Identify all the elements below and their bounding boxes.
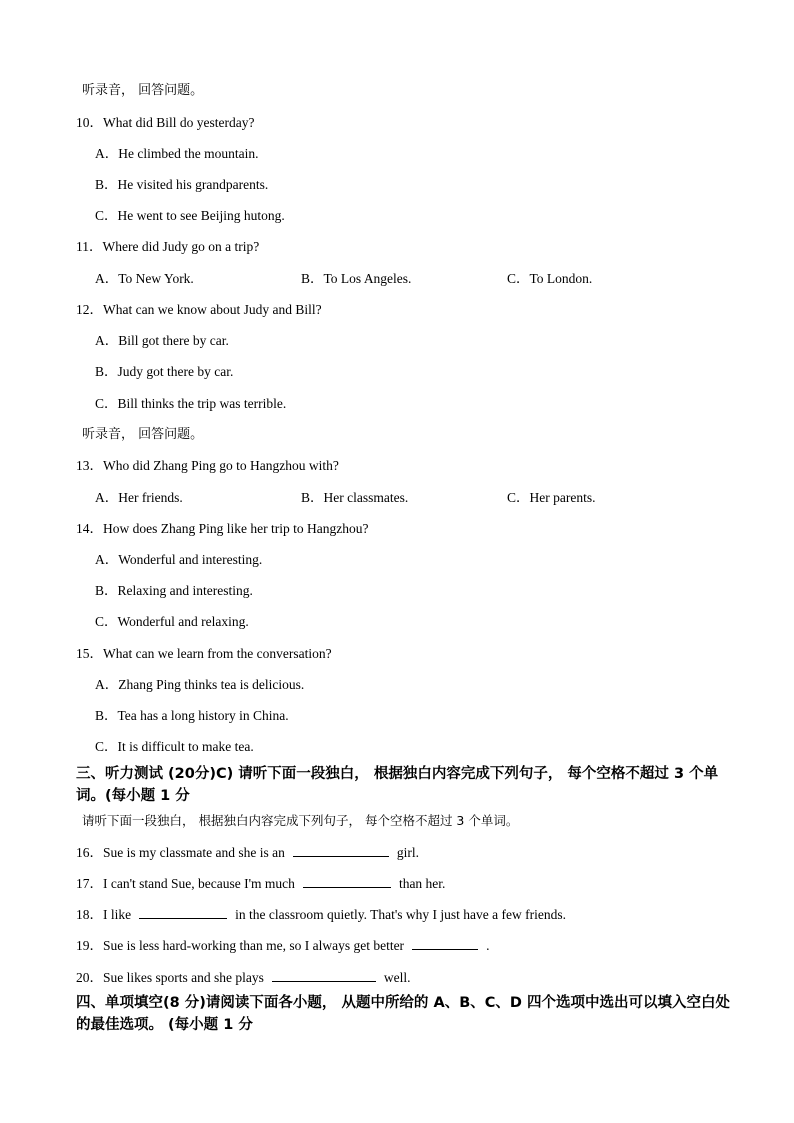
section-3-heading: 三、听力测试 (20分)C) 请听下面一段独白， 根据独白内容完成下列句子， 每个空格不超过 3 个单词。(每小题 1 分 — [76, 766, 719, 804]
option-13b: B．Her classmates. — [301, 490, 409, 505]
answer-blank-16[interactable] — [293, 843, 389, 857]
question-16-text-end: girl. — [396, 845, 419, 860]
question-16-text: 16．Sue is my classmate and she is an — [76, 845, 285, 860]
question-19-text-end: . — [486, 938, 490, 953]
question-17-text-end: than her. — [398, 876, 446, 891]
option-12b: B．Judy got there by car. — [95, 364, 234, 379]
question-10: 10．What did Bill do yesterday? — [76, 115, 255, 130]
options-row-11 — [95, 270, 735, 288]
question-18-text-end: in the classroom quietly. That's why I just have a few friends. — [235, 907, 566, 922]
option-15c: C．It is difficult to make tea. — [95, 739, 254, 754]
section-4-heading: 四、单项填空(8 分)请阅读下面各小题， 从题中所给的 A、B、C、D 四个选项中选出可以填入空白处的最佳选项。 (每小题 1 分 — [76, 995, 730, 1033]
question-19-text: 19．Sue is less hard-working than me, so I always get better — [76, 938, 405, 953]
question-12: 12．What can we know about Judy and Bill? — [76, 302, 322, 317]
option-13c: C．Her parents. — [507, 490, 596, 505]
option-11c: C．To London. — [507, 271, 593, 286]
question-17-text: 17．I can't stand Sue, because I'm much — [76, 876, 295, 891]
question-13: 13．Who did Zhang Ping go to Hangzhou with? — [76, 458, 339, 473]
option-11a: A．To New York. — [95, 271, 194, 286]
question-11: 11．Where did Judy go on a trip? — [76, 239, 260, 254]
answer-blank-17[interactable] — [303, 874, 391, 888]
question-16 — [76, 843, 419, 862]
instruction-text-2: 听录音， 回答问题。 — [82, 427, 204, 442]
question-17 — [76, 874, 445, 893]
option-10c: C．He went to see Beijing hutong. — [95, 208, 285, 223]
option-12a: A．Bill got there by car. — [95, 333, 229, 348]
question-20-text-end: well. — [383, 970, 411, 985]
option-14b: B．Relaxing and interesting. — [95, 583, 253, 598]
question-14: 14．How does Zhang Ping like her trip to Hangzhou? — [76, 521, 369, 536]
question-20 — [76, 968, 411, 987]
option-14a: A．Wonderful and interesting. — [95, 552, 263, 567]
option-14c: C．Wonderful and relaxing. — [95, 614, 249, 629]
question-19 — [76, 936, 489, 955]
option-15a: A．Zhang Ping thinks tea is delicious. — [95, 677, 305, 692]
option-15b: B．Tea has a long history in China. — [95, 708, 289, 723]
option-13a: A．Her friends. — [95, 490, 183, 505]
option-12c: C．Bill thinks the trip was terrible. — [95, 396, 287, 411]
answer-blank-18[interactable] — [139, 905, 227, 919]
option-10b: B．He visited his grandparents. — [95, 177, 269, 192]
options-row-13 — [95, 489, 735, 507]
section-3-instruction: 请听下面一段独白， 根据独白内容完成下列句子， 每个空格不超过 3 个单词。 — [82, 813, 519, 828]
question-15: 15．What can we learn from the conversation? — [76, 646, 332, 661]
question-20-text: 20．Sue likes sports and she plays — [76, 970, 264, 985]
option-10a: A．He climbed the mountain. — [95, 146, 259, 161]
option-11b: B．To Los Angeles. — [301, 271, 412, 286]
answer-blank-19[interactable] — [412, 936, 478, 950]
answer-blank-20[interactable] — [272, 968, 376, 982]
instruction-text: 听录音， 回答问题。 — [82, 83, 204, 98]
question-18-text: 18．I like — [76, 907, 132, 922]
question-18 — [76, 905, 566, 924]
